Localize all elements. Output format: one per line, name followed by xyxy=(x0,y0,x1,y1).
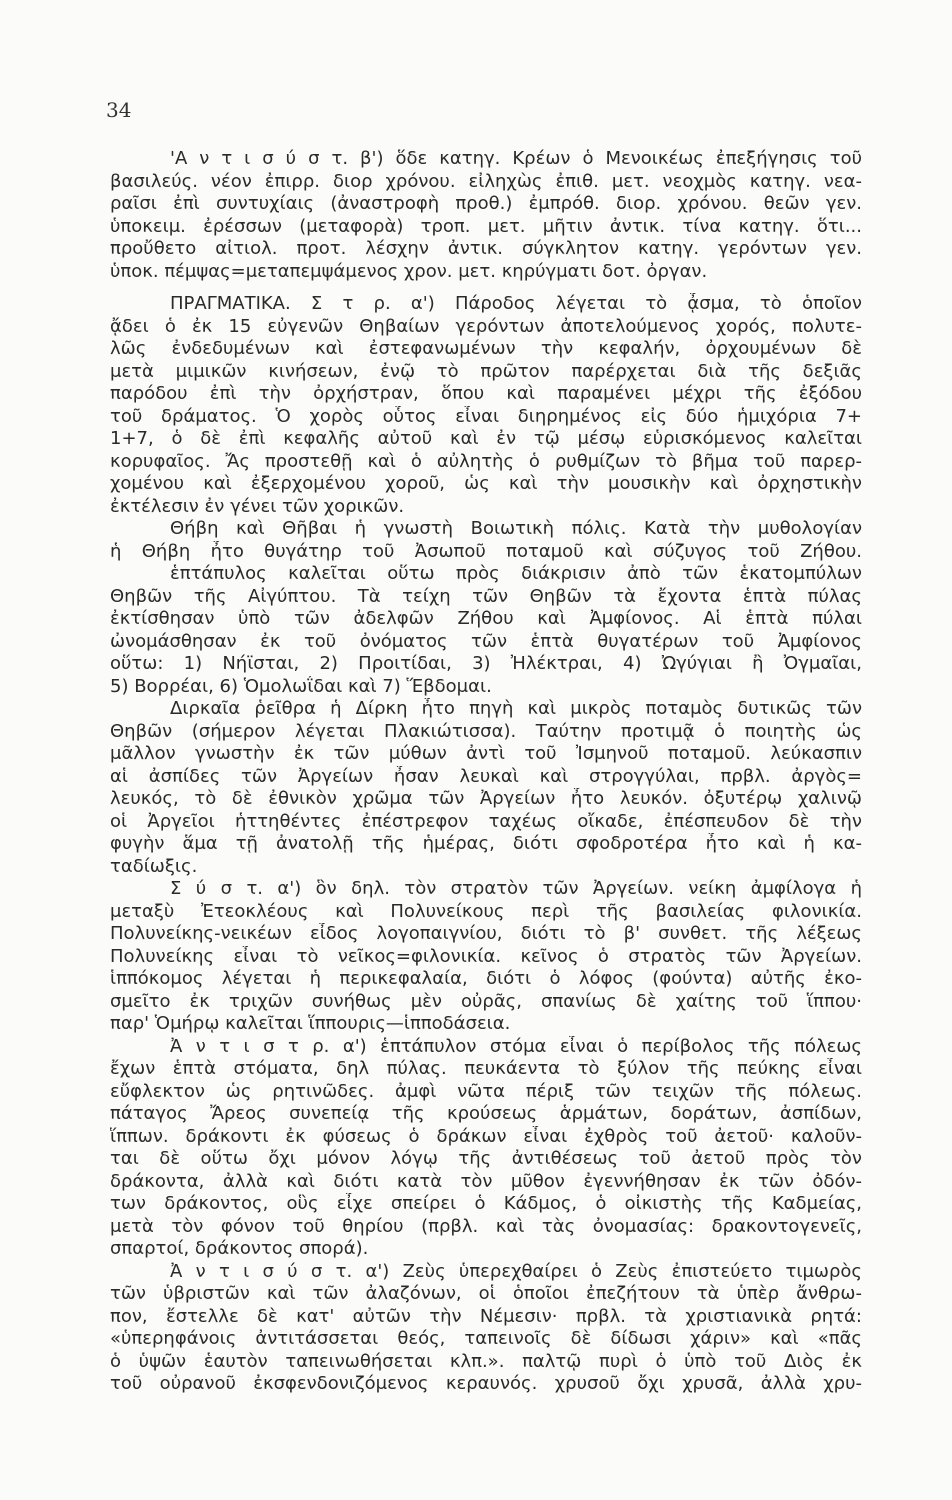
text-line: ὑποκειμ. ἐρέσσων (μεταφορὰ) τροπ. μετ. μῆτιν ἀντικ. τίνα κατηγ. ὅτι... xyxy=(110,215,862,237)
text-line: κορυφαῖος. Ἄς προστεθῇ καὶ ὁ αὐλητὴς ὁ ρυθμίζων τὸ βῆμα τοῦ παρερ- xyxy=(110,450,862,472)
text-line: μετὰ μιμικῶν κινήσεων, ἐνῷ τὸ πρῶτον παρέρχεται διὰ τῆς δεξιᾶς xyxy=(110,360,862,382)
commentary-text xyxy=(110,148,862,1396)
text-line: Ἀ ν τ ι σ ύ σ τ. α') Ζεὺς ὑπερεχθαίρει ὁ Ζεὺς ἐπιστεύετο τιμωρὸς xyxy=(170,1260,862,1282)
text-line: ὁ ὑψῶν ἑαυτὸν ταπεινωθήσεται κλπ.». παλτῷ πυρὶ ὁ ὑπὸ τοῦ Διὸς ἐκ xyxy=(110,1350,862,1372)
text-line: Σ ύ σ τ. α') ὃν δηλ. τὸν στρατὸν τῶν Ἀργείων. νείκη ἀμφίλογα ἡ xyxy=(170,878,862,899)
text-line: Πολυνείκης εἶναι τὸ νεῖκος=φιλονικία. κεῖνος ὁ στρατὸς τῶν Ἀργείων. xyxy=(110,945,862,967)
text-line: ἵππων. δράκοντι ἐκ φύσεως ὁ δράκων εἶναι ἐχθρὸς τοῦ ἀετοῦ· καλοῦν- xyxy=(110,1125,862,1147)
text-line: ὠνομάσθησαν ἐκ τοῦ ὀνόματος τῶν ἑπτὰ θυγατέρων τοῦ Ἀμφίονος xyxy=(110,630,862,652)
text-line: Πολυνείκης-νεικέων εἶδος λογοπαιγνίου, διότι τὸ β' συνθετ. τῆς λέξεως xyxy=(110,923,862,944)
text-line: ται δὲ οὕτω ὄχι μόνον λόγῳ τῆς ἀντιθέσεως τοῦ ἀετοῦ πρὸς τὸν xyxy=(110,1148,862,1169)
text-line: ταδίωξις. xyxy=(110,855,198,877)
text-line: 5) Βορρέαι, 6) Ὁμολωΐδαι καὶ 7) Ἕβδομαι. xyxy=(110,675,492,697)
text-line: παρ' Ὁμήρῳ καλεῖται ἵππουρις—ἱπποδάσεια. xyxy=(110,1013,511,1034)
text-line: ραῖσι ἐπὶ συντυχίαις (ἀναστροφὴ προθ.) ἐμπρόθ. διορ. χρόνου. θεῶν γεν. xyxy=(110,193,862,214)
text-line: πάταγος Ἄρεος συνεπείᾳ τῆς κρούσεως ἁρμάτων, δοράτων, ἀσπίδων, xyxy=(110,1103,862,1124)
text-line: μετὰ τὸν φόνον τοῦ θηρίου (πρβλ. καὶ τὰς ὀνομασίας: δρακοντογενεῖς, xyxy=(110,1215,862,1237)
text-line: αἱ ἀσπίδες τῶν Ἀργείων ἦσαν λευκαὶ καὶ στρογγύλαι, πρβλ. ἀργὸς= xyxy=(110,765,862,787)
text-line: χομένου καὶ ἐξερχομένου χοροῦ, ὡς καὶ τὴν μουσικὴν καὶ ὀρχηστικὴν xyxy=(110,473,862,494)
text-line: Διρκαῖα ῥεῖθρα ἡ Δίρκη ἦτο πηγὴ καὶ μικρὸς ποταμὸς δυτικῶς τῶν xyxy=(170,698,862,719)
text-line: οὕτω: 1) Νήϊσται, 2) Προιτίδαι, 3) Ἠλέκτραι, 4) Ὠγύγιαι ἢ Ὀγμαῖαι, xyxy=(110,653,862,674)
text-line: των δράκοντος, οὓς εἶχε σπείρει ὁ Κάδμος, ὁ οἰκιστὴς τῆς Καδμείας, xyxy=(110,1193,862,1214)
text-line: δράκοντα, ἀλλὰ καὶ διότι κατὰ τὸν μῦθον ἐγεννήθησαν ἐκ τῶν ὀδόν- xyxy=(110,1170,862,1192)
text-line: Ἀ ν τ ι σ τ ρ. α') ἑπτάπυλον στόμα εἶναι ὁ περίβολος τῆς πόλεως xyxy=(170,1035,862,1057)
text-line: μεταξὺ Ἐτεοκλέους καὶ Πολυνείκους περὶ τῆς βασιλείας φιλονικία. xyxy=(110,900,862,922)
text-line: ὑποκ. πέμψας=μεταπεμψάμενος χρον. μετ. κηρύγματι δοτ. ὀργαν. xyxy=(110,260,708,282)
text-line: ἱππόκομος λέγεται ἡ περικεφαλαία, διότι ὁ λόφος (φούντα) αὐτῆς ἐκο- xyxy=(110,968,862,989)
text-line: Θηβῶν τῆς Αἰγύπτου. Τὰ τείχη τῶν Θηβῶν τὰ ἔχοντα ἑπτὰ πύλας xyxy=(110,585,862,607)
text-line: παρόδου ἐπὶ τὴν ὀρχήστραν, ὅπου καὶ παραμένει μέχρι τῆς ἐξόδου xyxy=(110,383,862,404)
text-line: 'Α ν τ ι σ ύ σ τ. β') ὅδε κατηγ. Κρέων ὁ Μενοικέως ἐπεξήγησις τοῦ xyxy=(170,148,862,169)
text-line: ἡ Θήβη ἦτο θυγάτηρ τοῦ Ἀσωποῦ ποταμοῦ καὶ σύζυγος τοῦ Ζήθου. xyxy=(110,540,862,562)
text-line: ᾄδει ὁ ἐκ 15 εὐγενῶν Θηβαίων γερόντων ἀποτελούμενος χορός, πολυτε- xyxy=(110,315,862,337)
text-line: σπαρτοί, δράκοντος σπορά). xyxy=(110,1238,369,1259)
text-line: ἑπτάπυλος καλεῖται οὕτω πρὸς διάκρισιν ἀπὸ τῶν ἑκατομπύλων xyxy=(170,563,862,584)
text-line: 1+7, ὁ δὲ ἐπὶ κεφαλῆς αὐτοῦ καὶ ἐν τῷ μέσῳ εὑρισκόμενος καλεῖται xyxy=(110,428,862,449)
text-line: Θήβη καὶ Θῆβαι ἡ γνωστὴ Βοιωτικὴ πόλις. Κατὰ τὴν μυθολογίαν xyxy=(170,518,862,539)
text-line: ΠΡΑΓΜΑΤΙΚΑ. Σ τ ρ. α') Πάροδος λέγεται τὸ ᾆσμα, τὸ ὁποῖον xyxy=(170,293,862,314)
text-line: τοῦ οὐρανοῦ ἐκσφενδονιζόμενος κεραυνός. χρυσοῦ ὄχι χρυσᾶ, ἀλλὰ χρυ- xyxy=(110,1373,862,1394)
text-line: λευκός, τὸ δὲ ἐθνικὸν χρῶμα τῶν Ἀργείων ἦτο λευκόν. ὀξυτέρῳ χαλινῷ xyxy=(110,788,862,809)
text-line: προὔθετο αἰτιολ. προτ. λέσχην ἀντικ. σύγκλητον κατηγ. γερόντων γεν. xyxy=(110,238,862,259)
text-line: τοῦ δράματος. Ὁ χορὸς οὗτος εἶναι διηρημένος εἰς δύο ἡμιχόρια 7+ xyxy=(110,405,862,427)
text-line: Θηβῶν (σήμερον λέγεται Πλακιώτισσα). Ταύτην προτιμᾷ ὁ ποιητὴς ὡς xyxy=(110,720,862,742)
text-line: τῶν ὑβριστῶν καὶ τῶν ἀλαζόνων, οἱ ὁποῖοι ἐπεζήτουν τὰ ὑπὲρ ἄνθρω- xyxy=(110,1283,862,1304)
page-number: 34 xyxy=(106,98,132,122)
text-line: πον, ἔστελλε δὲ κατ' αὐτῶν τὴν Νέμεσιν· πρβλ. τὰ χριστιανικὰ ρητά: xyxy=(110,1305,862,1327)
text-line: ἐκτίσθησαν ὑπὸ τῶν ἀδελφῶν Ζήθου καὶ Ἀμφίονος. Αἱ ἑπτὰ πύλαι xyxy=(110,608,862,629)
text-line: «ὑπερηφάνοις ἀντιτάσσεται θεός, ταπεινοῖς δὲ δίδωσι χάριν» καὶ «πᾶς xyxy=(110,1328,862,1349)
text-line: λῶς ἐνδεδυμένων καὶ ἐστεφανωμένων τὴν κεφαλήν, ὀρχουμένων δὲ xyxy=(110,338,862,359)
text-line: οἱ Ἀργεῖοι ἡττηθέντες ἐπέστρεφον ταχέως οἴκαδε, ἐπέσπευδον δὲ τὴν xyxy=(110,810,862,832)
text-line: εὔφλεκτον ὡς ρητινῶδες. ἀμφὶ νῶτα πέριξ τῶν τειχῶν τῆς πόλεως. xyxy=(110,1080,862,1102)
text-line: σμεῖτο ἐκ τριχῶν συνήθως μὲν οὐρᾶς, σπανίως δὲ χαίτης τοῦ ἵππου· xyxy=(110,990,862,1012)
text-line: μᾶλλον γνωστὴν ἐκ τῶν μύθων ἀντὶ τοῦ Ἰσμηνοῦ ποταμοῦ. λεύκασπιν xyxy=(110,743,862,764)
text-line: ἐκτέλεσιν ἐν γένει τῶν χορικῶν. xyxy=(110,495,405,517)
text-line: ἔχων ἑπτὰ στόματα, δηλ πύλας. πευκάεντα τὸ ξύλον τῆς πεύκης εἶναι xyxy=(110,1058,862,1079)
text-line: φυγὴν ἅμα τῇ ἀνατολῇ τῆς ἡμέρας, διότι σφοδροτέρα ἦτο καὶ ἡ κα- xyxy=(110,833,862,854)
text-line: βασιλεύς. νέον ἐπιρρ. διορ χρόνου. εἰληχὼς ἐπιθ. μετ. νεοχμὸς κατηγ. νεα- xyxy=(110,170,862,192)
